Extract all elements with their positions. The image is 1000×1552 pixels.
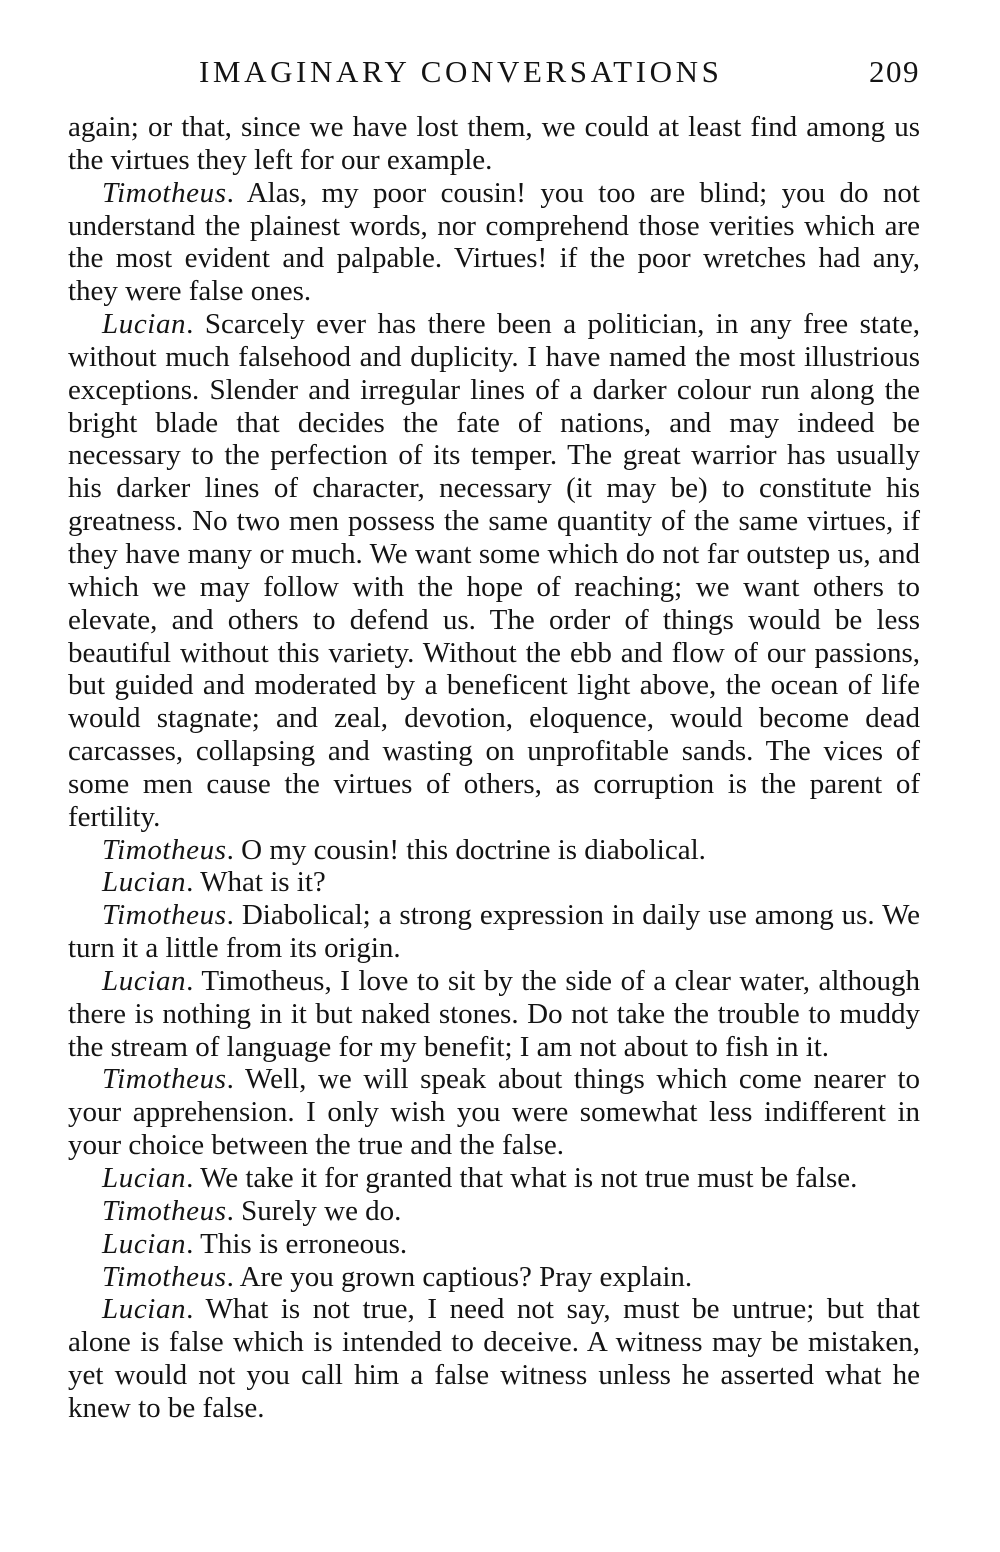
paragraph-text: This is erroneous. bbox=[200, 1227, 408, 1260]
speaker-name: Timotheus bbox=[102, 1063, 227, 1096]
paragraph-text: Timotheus, I love to sit by the side of a clear water, although there is nothing in it but naked stones. Do not take the trouble to muddy the stream of language for my benefit; I am not about to fish in it. bbox=[68, 964, 920, 1063]
dialogue-paragraph: Lucian. Scarcely ever has there been a politician, in any free state, without much falsehood and duplicity. I have named the most illustrious exceptions. Slender and irregular lines of a darker colour run along the bright blade that decides the fate of nations, and may indeed be necessary to the perfection of its temper. The great warrior has usually his darker lines of character, necessary (it may be) to constitute his greatness. No two men possess the same quantity of the same virtues, if they have many or much. We want some which do not far outstep us, and which we may follow with the hope of reaching; we want others to elevate, and others to defend us. The order of things would be less beautiful without this variety. Without the ebb and flow of our passions, but guided and moderated by a beneficent light above, the ocean of life would stagnate; and zeal, devotion, eloquence, would become dead carcasses, collapsing and wasting on unprofitable sands. The vices of some men cause the virtues of others, as corruption is the parent of fertility. bbox=[68, 308, 920, 833]
book-page bbox=[68, 52, 920, 1425]
speaker-name: Lucian bbox=[102, 964, 187, 997]
continued-paragraph bbox=[68, 111, 920, 177]
dialogue-paragraph: Timotheus. O my cousin! this doctrine is diabolical. bbox=[102, 833, 706, 866]
dialogue-paragraph: Lucian. What is it? bbox=[102, 866, 326, 899]
speaker-name: Timotheus bbox=[102, 1260, 227, 1293]
dialogue-paragraph: Timotheus. Diabolical; a strong expression in daily use among us. We turn it a little from its origin. bbox=[68, 899, 921, 965]
paragraph-text: Are you grown captious? Pray explain. bbox=[239, 1260, 693, 1293]
paragraph-text: We take it for granted that what is not true must be false. bbox=[200, 1162, 858, 1194]
dialogue-paragraph: Timotheus. Alas, my poor cousin! you too are blind; you do not understand the plainest words, nor comprehend those verities which are the most evident and palpable. Virtues! if the poor wretches had any, they were false ones. bbox=[68, 176, 920, 308]
speaker-name: Timotheus bbox=[102, 176, 227, 209]
dialogue-text bbox=[68, 111, 920, 1425]
page-number: 209 bbox=[869, 54, 920, 89]
speaker-name: Timotheus bbox=[102, 1194, 227, 1227]
speaker-name: Lucian bbox=[102, 1293, 187, 1326]
speaker-name: Lucian bbox=[102, 1162, 187, 1194]
paragraph-text: What is not true, I need not say, must be untrue; but that alone is false which is intended to deceive. A witness may be mistaken, yet would not you call him a false witness unless he asserted what he knew to be false. bbox=[68, 1293, 920, 1424]
running-title: IMAGINARY CONVERSATIONS bbox=[199, 54, 723, 89]
dialogue-paragraph: Timotheus. Well, we will speak about things which come nearer to your apprehension. I only wish you were somewhat less indifferent in your choice between the true and the false. bbox=[68, 1063, 920, 1162]
paragraph-text: Scarcely ever has there been a politician, in any free state, without much falsehood and duplicity. I have named the most illustrious exceptions. Slender and irregular lines of a darker colour run along the bright blade that decides the fate of nations, and may indeed be necessary to the perfection of its temper. The great warrior has usually his darker lines of character, necessary (it may be) to constitute his greatness. No two men possess the same quantity of the same virtues, if they have many or much. We want some which do not far outstep us, and which we may follow with the hope of reaching; we want others to elevate, and others to defend us. The order of things would be less beautiful without this variety. Without the ebb and flow of our passions, but guided and moderated by a beneficent light above, the ocean of life would stagnate; and zeal, devotion, eloquence, would become dead carcasses, collapsing and wasting on unprofitable sands. The vices of some men cause the virtues of others, as corruption is the parent of fertility. bbox=[68, 308, 920, 833]
paragraph-text: O my cousin! this doctrine is diabolical. bbox=[241, 833, 706, 866]
speaker-name: Lucian bbox=[102, 866, 187, 899]
dialogue-paragraph: Lucian. Timotheus, I love to sit by the side of a clear water, although there is nothing in it but naked stones. Do not take the trouble to muddy the stream of language for my benefit; I am not about to fish in it. bbox=[68, 964, 920, 1063]
paragraph-text: Alas, my poor cousin! you too are blind; you do not understand the plainest words, nor comprehend those verities which are the most evident and palpable. Virtues! if the poor wretches had any, they were false ones. bbox=[68, 176, 920, 308]
speaker-name: Timotheus bbox=[102, 833, 227, 866]
paragraph-text: What is it? bbox=[200, 866, 326, 899]
running-head bbox=[68, 52, 920, 104]
dialogue-paragraph: Timotheus. Surely we do. bbox=[102, 1194, 402, 1227]
paragraph-text: Diabolical; a strong expression in daily use among us. We turn it a little from its origin. bbox=[68, 899, 921, 965]
paragraph-text: Well, we will speak about things which come nearer to your apprehension. I only wish you were somewhat less indifferent in your choice between the true and the false. bbox=[68, 1063, 920, 1162]
speaker-name: Lucian bbox=[102, 308, 187, 341]
speaker-name: Lucian bbox=[102, 1227, 187, 1260]
dialogue-paragraph: Lucian. What is not true, I need not say, must be untrue; but that alone is false which is intended to deceive. A witness may be mistaken, yet would not you call him a false witness unless he asserted what he knew to be false. bbox=[68, 1293, 920, 1424]
paragraph-text: again; or that, since we have lost them, we could at least find among us the virtues they left for our example. bbox=[68, 111, 920, 176]
speaker-name: Timotheus bbox=[102, 899, 227, 932]
dialogue-paragraph: Lucian. We take it for granted that what is not true must be false. bbox=[102, 1162, 858, 1194]
dialogue-paragraph: Lucian. This is erroneous. bbox=[102, 1227, 408, 1260]
dialogue-paragraph: Timotheus. Are you grown captious? Pray explain. bbox=[102, 1260, 693, 1293]
paragraph-text: Surely we do. bbox=[241, 1194, 402, 1227]
